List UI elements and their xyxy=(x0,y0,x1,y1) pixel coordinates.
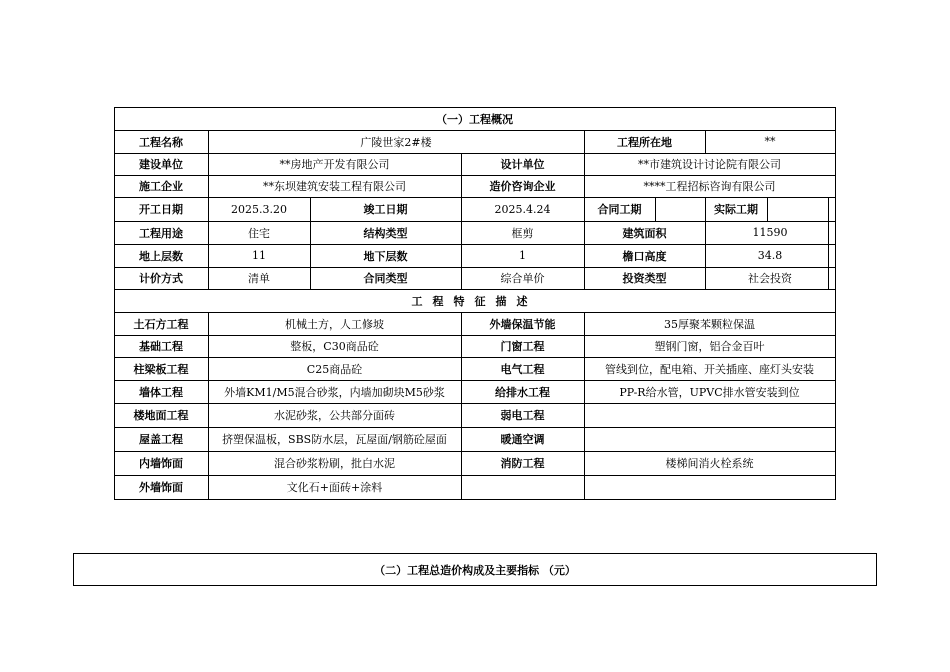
feature-label: 柱梁板工程 xyxy=(133,362,189,376)
feature-label: 内墙饰面 xyxy=(139,457,183,470)
feature-value: 楼梯间消火栓系统 xyxy=(665,457,754,470)
feature-label: 外墙饰面 xyxy=(139,481,183,494)
row4-label-2: 竣工日期 xyxy=(363,203,408,216)
feature-value xyxy=(584,403,835,427)
feature-value: 水泥砂浆，公共部分面砖 xyxy=(274,409,395,422)
row3-label-2: 造价咨询企业 xyxy=(489,180,556,193)
feature-label: 电气工程 xyxy=(500,362,545,376)
row5-value-2: 框剪 xyxy=(511,226,534,240)
row1-value-1: 广陵世家2#楼 xyxy=(360,135,432,149)
row5-value-3: 11590 xyxy=(752,226,788,239)
feature-value: C25商品砼 xyxy=(306,362,363,376)
feature-label: 基础工程 xyxy=(139,340,183,353)
row5-label-2: 结构类型 xyxy=(363,226,408,240)
feature-label: 楼地面工程 xyxy=(133,409,189,422)
feature-value: PP-R给水管，UPVC排水管安装到位 xyxy=(619,385,800,399)
overview-title: （一）工程概况 xyxy=(436,112,513,126)
feature-value xyxy=(584,475,835,499)
row6-label-2: 地下层数 xyxy=(363,249,408,263)
row3-value-1: **东坝建筑安装工程有限公司 xyxy=(263,180,406,193)
grid-line xyxy=(114,499,836,500)
row7-value-1: 清单 xyxy=(248,272,270,285)
row4-label-1: 开工日期 xyxy=(139,203,183,216)
row5-value-1: 住宅 xyxy=(248,226,270,240)
feature-label: 暖通空调 xyxy=(500,433,545,446)
row5-label-1: 工程用途 xyxy=(139,226,183,240)
row7-value-3: 社会投资 xyxy=(748,272,792,285)
row7-label-2: 合同类型 xyxy=(363,272,408,285)
row4-value-3 xyxy=(655,197,705,221)
features-title: 工程特征描述 xyxy=(411,294,538,308)
feature-label: 消防工程 xyxy=(500,457,545,470)
feature-value: 整板，C30商品砼 xyxy=(290,340,379,353)
feature-value: 塑钢门窗，铝合金百叶 xyxy=(654,340,765,353)
row5-label-3: 建筑面积 xyxy=(622,226,667,240)
feature-label: 给排水工程 xyxy=(495,385,550,399)
row7-label-1: 计价方式 xyxy=(139,272,183,285)
row6-label-1: 地上层数 xyxy=(139,249,183,263)
row3-label-1: 施工企业 xyxy=(139,180,183,193)
feature-value: 管线到位，配电箱、开关插座、座灯头安装 xyxy=(605,362,814,376)
feature-label: 门窗工程 xyxy=(500,340,545,353)
row6-value-2: 1 xyxy=(519,249,526,262)
row1-label-1: 工程名称 xyxy=(139,135,183,149)
row2-label-1: 建设单位 xyxy=(139,158,183,171)
row2-label-2: 设计单位 xyxy=(500,158,545,171)
feature-value: 35厚聚苯颗粒保温 xyxy=(664,317,755,331)
row4-label-4: 实际工期 xyxy=(714,203,758,216)
feature-label: 外墙保温节能 xyxy=(489,317,556,331)
feature-label: 土石方工程 xyxy=(133,317,189,331)
row2-value-1: **房地产开发有限公司 xyxy=(279,158,390,171)
grid-line xyxy=(828,197,829,222)
row4-value-1: 2025.3.20 xyxy=(231,202,287,216)
row7-value-2: 综合单价 xyxy=(500,272,545,285)
feature-value: 外墙KM1/M5混合砂浆，内墙加砌块M5砂浆 xyxy=(224,385,445,399)
feature-label: 屋盖工程 xyxy=(139,433,183,446)
feature-value: 挤塑保温板，SBS防水层，瓦屋面/钢筋砼屋面 xyxy=(222,433,447,446)
feature-value: 文化石+面砖+涂料 xyxy=(286,481,383,494)
feature-value: 混合砂浆粉刷，批白水泥 xyxy=(274,457,395,470)
row6-value-3: 34.8 xyxy=(757,249,783,262)
row4-value-2: 2025.4.24 xyxy=(494,202,551,216)
feature-label xyxy=(461,475,584,499)
row1-value-2: ** xyxy=(764,135,776,148)
row4-label-3: 合同工期 xyxy=(597,203,642,216)
row7-label-3: 投资类型 xyxy=(622,272,667,285)
feature-label: 弱电工程 xyxy=(500,409,545,422)
row3-value-2: ****工程招标咨询有限公司 xyxy=(643,180,776,193)
row6-value-1: 11 xyxy=(252,249,266,262)
feature-label: 墙体工程 xyxy=(139,385,183,399)
row1-label-2: 工程所在地 xyxy=(617,135,672,149)
row6-label-3: 檐口高度 xyxy=(622,249,667,263)
section2-title: （二）工程总造价构成及主要指标 （元） xyxy=(374,563,576,577)
grid-line xyxy=(835,107,836,500)
row2-value-2: **市建筑设计讨论院有限公司 xyxy=(638,158,781,171)
feature-value xyxy=(584,427,835,451)
row4-value-4 xyxy=(767,197,828,221)
feature-value: 机械土方，人工修坡 xyxy=(285,317,384,331)
